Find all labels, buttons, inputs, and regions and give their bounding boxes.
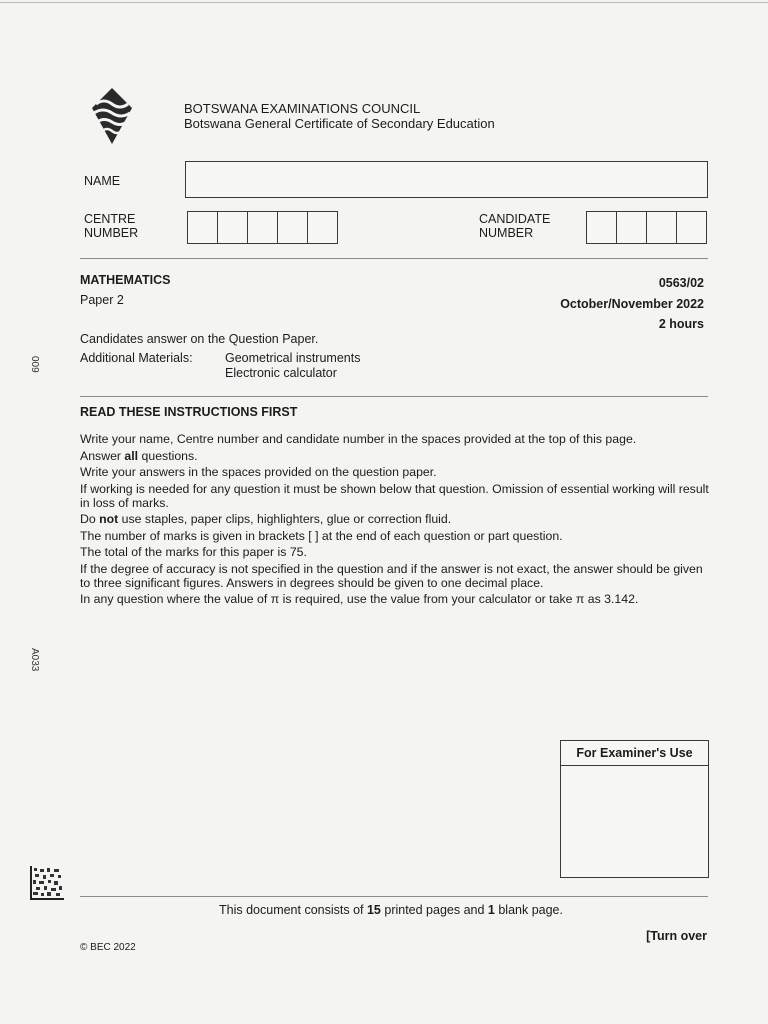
page-count-note bbox=[219, 903, 563, 918]
candidate-number-field[interactable] bbox=[586, 211, 707, 244]
examiner-use-label: For Examiner's Use bbox=[561, 741, 708, 766]
materials-item-1: Geometrical instruments bbox=[225, 351, 361, 365]
page-count-text: blank page. bbox=[494, 903, 563, 917]
instruction-line: Write your name, Centre number and candidate number in the spaces provided at the top of this page. bbox=[80, 432, 637, 446]
instruction-line bbox=[80, 449, 710, 463]
candidate-digit-box[interactable] bbox=[587, 212, 617, 243]
instructions-heading: READ THESE INSTRUCTIONS FIRST bbox=[80, 405, 298, 419]
paper-code: 0563/02 bbox=[658, 276, 704, 290]
materials-item-2: Electronic calculator bbox=[225, 366, 337, 380]
name-label: NAME bbox=[84, 174, 121, 188]
instruction-text: Do bbox=[80, 512, 100, 526]
instruction-line: The number of marks is given in brackets [ ] at the end of each question or part question. bbox=[80, 528, 563, 543]
centre-digit-box[interactable] bbox=[218, 212, 248, 243]
margin-code-top: 009 bbox=[29, 356, 40, 373]
paper-number: Paper 2 bbox=[80, 293, 124, 307]
centre-digit-box[interactable] bbox=[188, 212, 218, 243]
copyright: © BEC 2022 bbox=[80, 942, 136, 953]
page-count-text: This document consists of bbox=[219, 903, 367, 917]
name-field[interactable] bbox=[185, 161, 708, 198]
margin-code-mid: A033 bbox=[29, 648, 40, 672]
instruction-line bbox=[80, 512, 710, 526]
instruction-emphasis: all bbox=[124, 448, 139, 463]
instruction-line: Write your answers in the spaces provided on the question paper. bbox=[80, 465, 437, 479]
centre-number-field[interactable] bbox=[187, 211, 338, 244]
examiner-use-box bbox=[560, 740, 709, 878]
centre-digit-box[interactable] bbox=[308, 212, 337, 243]
instruction-line: In any question where the value of π is required, use the value from your calculator or take π as 3.142. bbox=[80, 592, 639, 606]
subject-title: MATHEMATICS bbox=[80, 273, 171, 287]
blank-pages-count: 1 bbox=[487, 903, 495, 917]
instructions-list bbox=[80, 432, 710, 609]
bec-logo bbox=[88, 86, 136, 146]
divider-2 bbox=[80, 396, 708, 397]
instruction-line: If the degree of accuracy is not specified in the question and if the answer is not exact, the answer should be given to three significant figures. Answers in degrees should be given to one decimal place. bbox=[80, 561, 703, 590]
instruction-text: questions. bbox=[138, 448, 198, 463]
centre-digit-box[interactable] bbox=[278, 212, 308, 243]
candidate-label-1: CANDIDATE bbox=[479, 212, 551, 226]
candidate-label-2: NUMBER bbox=[479, 226, 534, 240]
instruction-line: If working is needed for any question it must be shown below that question. Omission of essential working will result in loss of marks. bbox=[80, 481, 709, 510]
exam-duration: 2 hours bbox=[658, 317, 704, 331]
centre-digit-box[interactable] bbox=[248, 212, 278, 243]
exam-session: October/November 2022 bbox=[560, 297, 704, 311]
top-edge-line bbox=[0, 2, 768, 3]
candidate-digit-box[interactable] bbox=[617, 212, 647, 243]
candidate-digit-box[interactable] bbox=[647, 212, 677, 243]
footer-divider bbox=[80, 896, 708, 897]
divider-1 bbox=[80, 258, 708, 259]
council-name: BOTSWANA EXAMINATIONS COUNCIL bbox=[184, 101, 421, 116]
instruction-text: use staples, paper clips, highlighters, glue or correction fluid. bbox=[118, 512, 452, 526]
instruction-text: Answer bbox=[80, 448, 125, 463]
turn-over-label: [Turn over bbox=[646, 929, 707, 943]
instruction-line: The total of the marks for this paper is 75. bbox=[80, 545, 307, 559]
printed-pages-count: 15 bbox=[366, 903, 381, 917]
certificate-name: Botswana General Certificate of Secondary Education bbox=[184, 116, 495, 131]
instruction-emphasis: not bbox=[99, 512, 119, 526]
centre-label-1: CENTRE bbox=[84, 212, 136, 226]
page-count-text: printed pages and bbox=[380, 903, 488, 917]
answer-note: Candidates answer on the Question Paper. bbox=[80, 332, 319, 346]
candidate-digit-box[interactable] bbox=[677, 212, 706, 243]
centre-label-2: NUMBER bbox=[84, 226, 139, 240]
materials-label: Additional Materials: bbox=[80, 351, 193, 365]
datamatrix-code-icon bbox=[30, 866, 64, 900]
